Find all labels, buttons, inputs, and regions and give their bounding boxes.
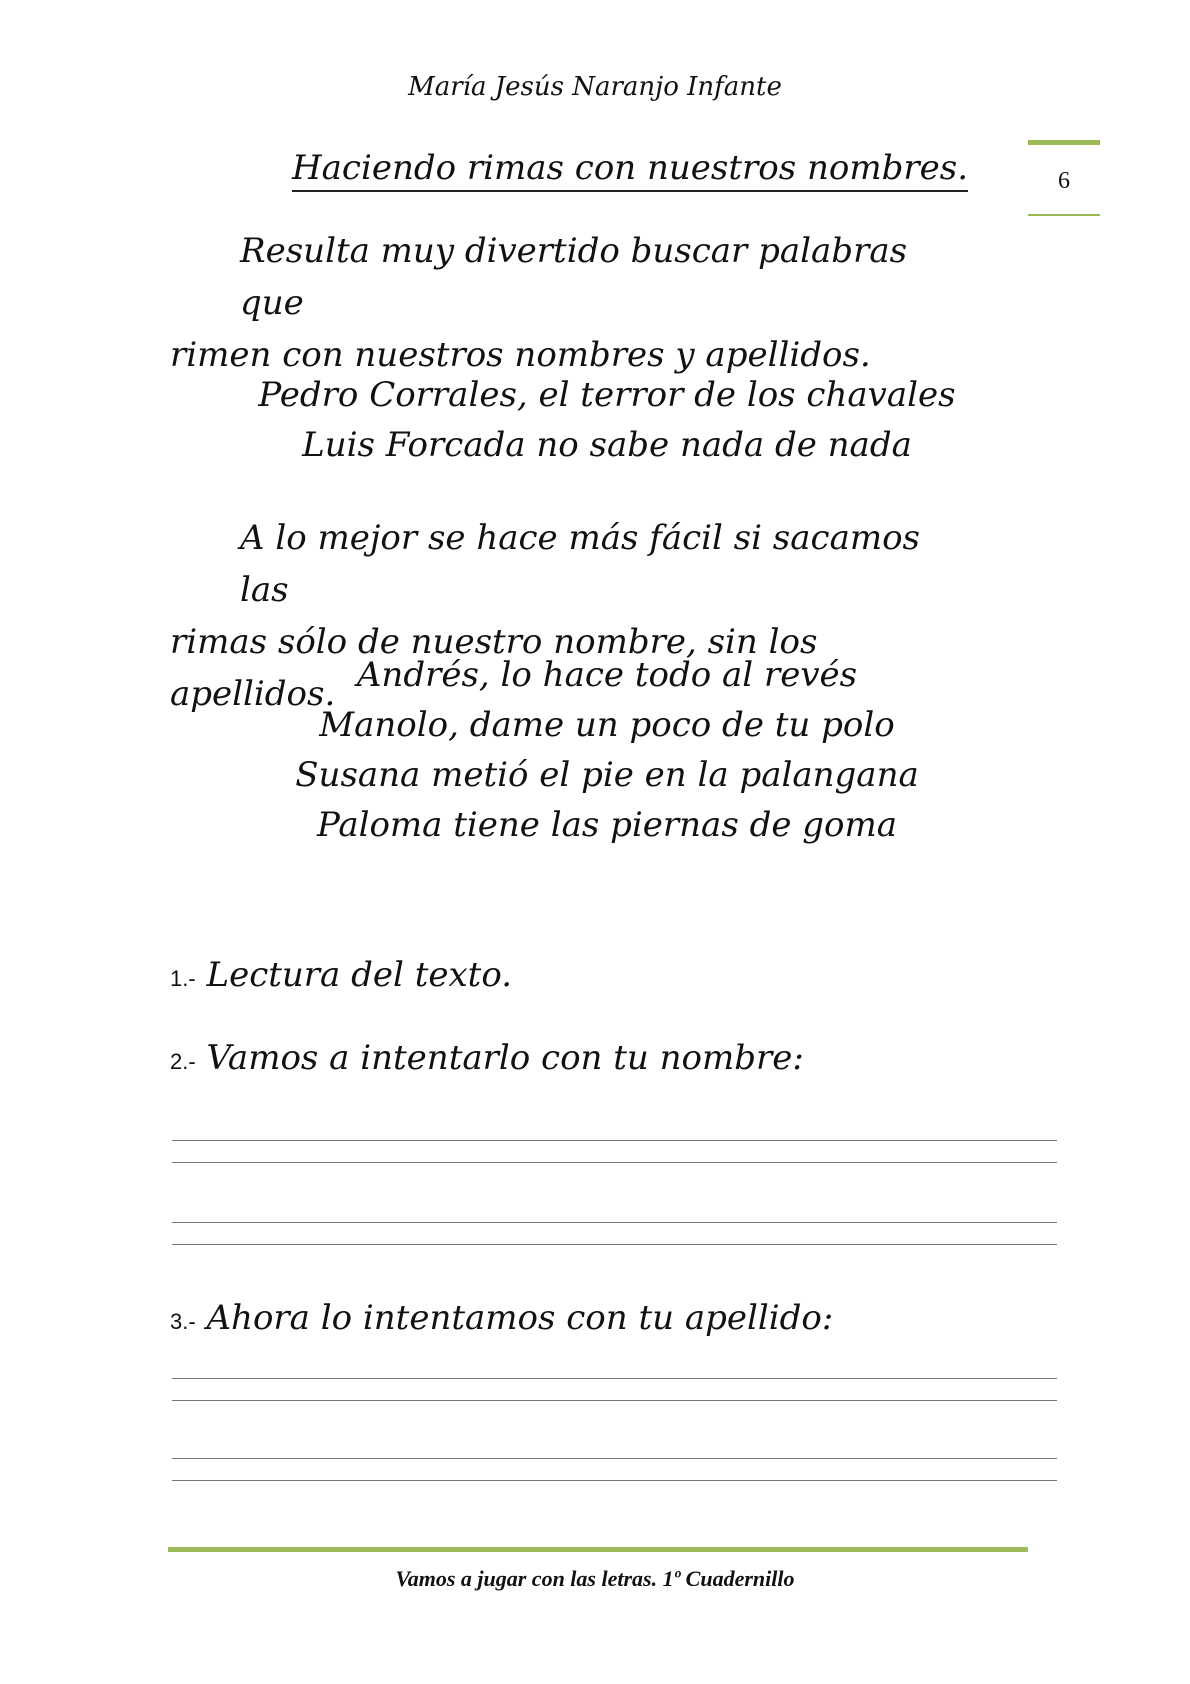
writing-line[interactable] [172, 1458, 1057, 1459]
author-name: María Jesús Naranjo Infante [408, 72, 782, 102]
exercise-text: Ahora lo intentamos con tu apellido: [206, 1298, 834, 1338]
exercise-number: 3.- [170, 1309, 196, 1334]
poem-line: Andrés, lo hace todo al revés [356, 655, 858, 695]
writing-line[interactable] [172, 1244, 1057, 1245]
poem-first-names [0, 650, 1190, 850]
intro-paragraph [170, 225, 950, 381]
footer-text: Vamos a jugar con las letras. 1º Cuadernillo [395, 1566, 795, 1591]
exercise-text: Lectura del texto. [206, 955, 513, 995]
writing-line[interactable] [172, 1140, 1057, 1141]
page-number-box [1028, 140, 1100, 216]
exercise-1 [170, 955, 512, 995]
poem-full-names [0, 370, 1190, 470]
writing-line[interactable] [172, 1162, 1057, 1163]
exercise-text: Vamos a intentarlo con tu nombre: [206, 1038, 804, 1078]
writing-line[interactable] [172, 1480, 1057, 1481]
writing-line[interactable] [172, 1400, 1057, 1401]
writing-line[interactable] [172, 1222, 1057, 1223]
page-number-top-rule [1028, 140, 1100, 145]
poem-line: Paloma tiene las piernas de goma [316, 805, 898, 845]
exercise-number: 2.- [170, 1049, 196, 1074]
exercise-2 [170, 1038, 804, 1078]
poem-line: Pedro Corrales, el terror de los chavales [258, 375, 956, 415]
footer-rule [168, 1547, 1028, 1552]
intro-paragraph-line-1: Resulta muy divertido buscar palabras que [240, 231, 908, 323]
poem-line: Susana metió el pie en la palangana [295, 755, 919, 795]
second-paragraph-line-2: rimas sólo de nuestro nombre, sin los apellidos. [170, 622, 818, 714]
poem-line: Luis Forcada no sabe nada de nada [302, 425, 912, 465]
writing-line[interactable] [172, 1378, 1057, 1379]
poem-line: Manolo, dame un poco de tu polo [319, 705, 895, 745]
second-paragraph-line-1: A lo mejor se hace más fácil si sacamos las [240, 518, 920, 610]
page-number-bottom-rule [1028, 214, 1100, 216]
exercise-3 [170, 1298, 833, 1338]
exercise-number: 1.- [170, 966, 196, 991]
intro-paragraph-line-2: rimen con nuestros nombres y apellidos. [170, 335, 871, 375]
page-number: 6 [1058, 168, 1070, 194]
page-title: Haciendo rimas con nuestros nombres. [292, 148, 968, 192]
